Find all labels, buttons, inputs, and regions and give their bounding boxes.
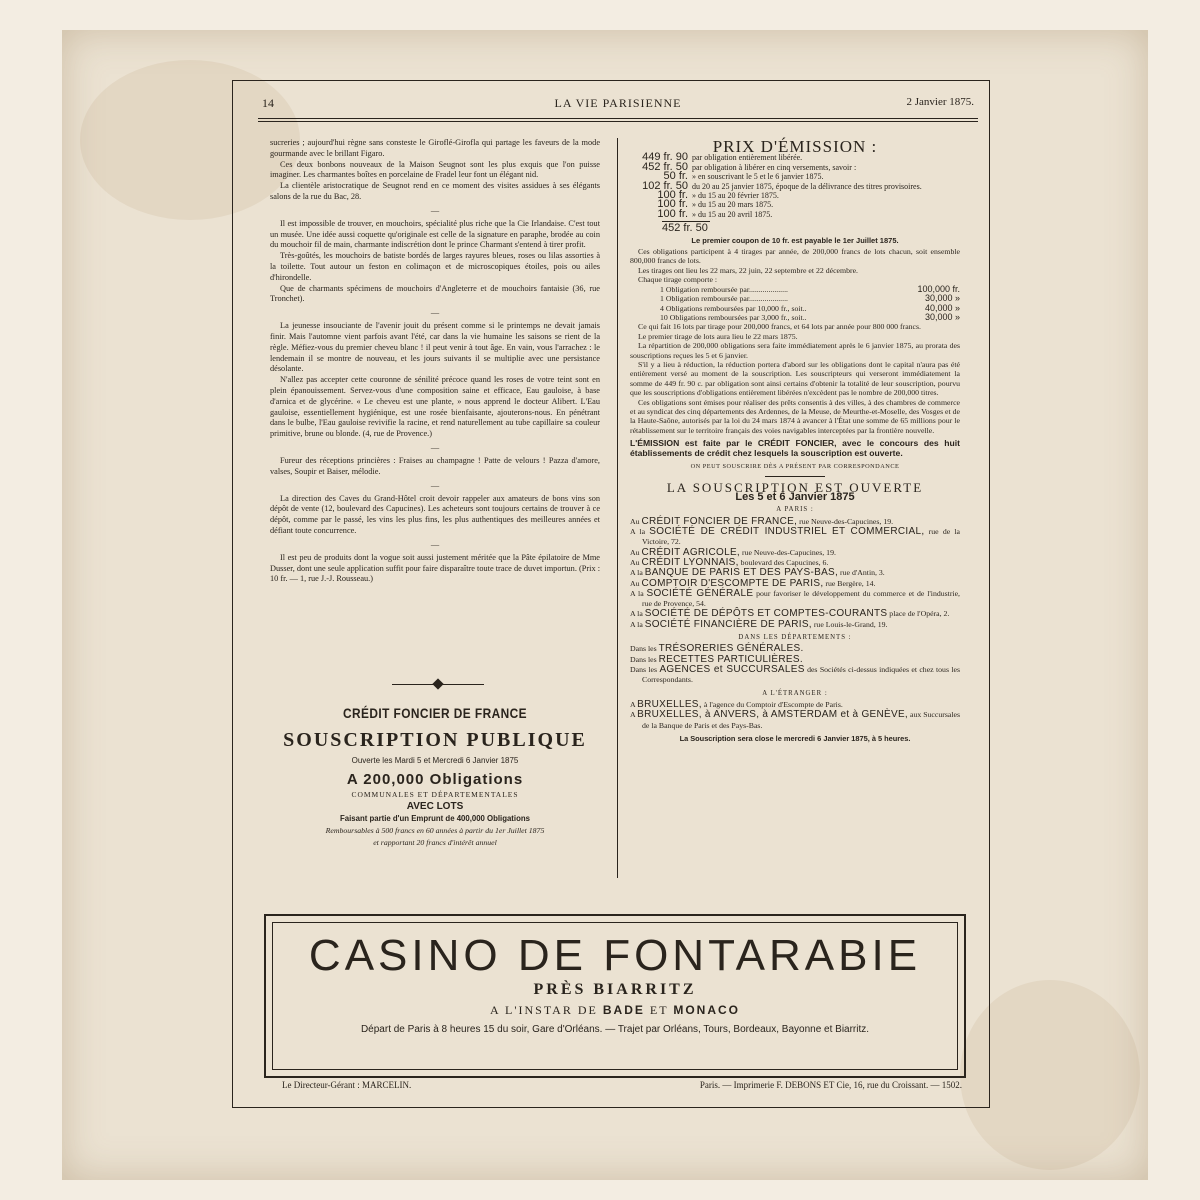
bank-address: rue d'Antin, 3. (840, 568, 885, 578)
instar-monaco: MONACO (673, 1003, 740, 1017)
dept-bank-list (630, 644, 960, 685)
journal-title: LA VIE PARISIENNE (554, 96, 682, 110)
bank-prefix: Au (630, 547, 640, 557)
bank-prefix: A la (630, 619, 643, 629)
bank-name: BRUXELLES, (637, 699, 702, 711)
separator: — (430, 539, 440, 549)
bank-prefix: A la (630, 588, 644, 598)
bank-name: RECETTES PARTICULIÈRES. (658, 653, 803, 665)
casino-ad (264, 914, 966, 1078)
ornament-rule (392, 679, 484, 689)
obligation-row (630, 313, 960, 322)
paragraph: La jeunesse insouciante de l'avenir jouit du présent comme si le printemps ne devait jamais finir. Mais l'automne vient parfois avant l'été, car dans la vie humaine les saisons se rient de la règle. Méfiez-vous du premier cheveu blanc ! il peut venir à tout âge. En vain, vous l'arrachez : le lendemain il se montre de nouveau, et les jours suivants il se multiplie avec une persistance désolante. (270, 321, 600, 374)
bank-prefix: Dans les (630, 654, 657, 664)
ad-communales: COMMUNALES ET DÉPARTEMENTALES (351, 790, 519, 799)
emission-note: L'ÉMISSION est faite par le CRÉDIT FONCIER, avec le concours des huit établissements de crédit chez lesquels la souscription est ouverte. (630, 438, 960, 459)
casino-location: PRÈS BIARRITZ (533, 981, 697, 998)
paragraph: La clientèle aristocratique de Seugnot rend en ce moment des visites assidues à ses élégants salons de la rue du Bac, 28. (270, 181, 600, 201)
emission-text: » du 15 au 20 mars 1875. (692, 200, 774, 210)
diamond-icon (432, 678, 443, 689)
bank-name: BANQUE DE PARIS ET DES PAYS-BAS, (644, 567, 839, 579)
ad-amount: A 200,000 Obligations (346, 771, 524, 788)
ad-line: et rapportant 20 francs d'intérêt annuel (373, 838, 497, 847)
instar-et: ET (649, 1003, 669, 1017)
ad-title: CRÉDIT FONCIER DE FRANCE (342, 705, 528, 721)
separator: — (430, 442, 440, 452)
emission-table (630, 153, 960, 219)
separator: — (430, 205, 440, 215)
bank-name: SOCIÉTÉ DE DÉPÔTS ET COMPTES-COURANTS (644, 608, 888, 620)
obligation-label: 1 Obligation remboursée par.................... (660, 284, 788, 294)
list-item: A BRUXELLES, à ANVERS, à AMSTERDAM et à GENÈVE, aux Succursales de la Banque de Paris et des Pays-Bas. (630, 709, 961, 730)
emission-row (630, 207, 960, 220)
bank-address: rue de la Victoire, 72. (642, 527, 961, 547)
obligation-value: 100,000 fr. (917, 283, 960, 294)
list-item (630, 527, 960, 548)
issue-date: 2 Janvier 1875. (906, 96, 974, 108)
paragraph: N'allez pas accepter cette couronne de sénilité précoce quand les roses de votre teint sont en plein épanouissement. Servez-vous d'une composition saine et efficace, Eau gauloise, à base d'arnica et de glycérine. « Le cheveu est une plante, » nous apprend le docteur Alibert. L'Eau gauloise, essentiellement hygiénique, est une rosée bienfaisante, ajouterons-nous. En pénétrant dans le bulbe, l'Eau gauloise revivifie la racine, et rend naturellement au tube capillaire sa couleur primitive, brune ou blonde. (4, rue de Provence.) (270, 375, 600, 439)
bank-address: rue Bergère, 14. (825, 578, 876, 588)
bank-address: boulevard des Capucines, 6. (740, 558, 829, 567)
bank-address: aux Succursales de la Banque de Paris et des Pays-Bas. (642, 710, 961, 730)
emission-text: » en souscrivant le 5 et le 6 janvier 1875. (692, 172, 824, 182)
paragraph: La direction des Caves du Grand-Hôtel croit devoir rappeler aux amateurs de bons vins son dépôt de vente (12, boulevard des Capucines). Les acheteurs sont toujours certains de trouver à ce dépôt, comme par le passé, les vins les plus fins, les plus authentiques des meilleures années et défiant toute concurrence. (270, 493, 600, 535)
casino-departure: Départ de Paris à 8 heures 15 du soir, Gare d'Orléans. — Trajet par Orléans, Tours, Bordeaux, Bayonne et Biarritz. (360, 1024, 870, 1035)
bank-prefix: Au (630, 578, 640, 588)
instar-bade: BADE (602, 1003, 645, 1017)
section-heading: A L'ÉTRANGER : (762, 689, 828, 697)
obligation-value: 30,000 » (924, 311, 960, 322)
emission-text: » du 15 au 20 avril 1875. (692, 209, 773, 219)
paris-bank-list (630, 517, 960, 630)
emission-text: par obligation entièrement libérée. (692, 153, 803, 163)
bank-address: rue Neuve-des-Capucines, 19. (741, 547, 836, 557)
bank-name: TRÉSORERIES GÉNÉRALES. (658, 643, 804, 655)
bank-address: à l'agence du Comptoir d'Escompte de Paris. (703, 700, 843, 710)
paragraph: Les tirages ont lieu les 22 mars, 22 juin, 22 septembre et 22 décembre. (638, 265, 858, 275)
obligation-value: 30,000 » (924, 293, 960, 304)
ad-line: Faisant partie d'un Emprunt de 400,000 Obligations (340, 814, 530, 823)
bank-name: CRÉDIT FONCIER DE FRANCE, (641, 515, 798, 527)
list-item: A BRUXELLES, à l'agence du Comptoir d'Escompte de Paris. (630, 699, 843, 711)
paragraph: S'il y a lieu à réduction, la réduction portera d'abord sur les obligations dont le capital n'aura pas été entièrement versé au moment de la souscription. Les souscripteurs qui verseront immédiatement la somme de 449 fr. 90 c. par obligation sont ainsi certains d'obtenir la totalité de leur souscription, pourvu que les souscriptions d'obligations entièrement libérées n'excèdent pas le nombre de 200,000 titres. (630, 359, 960, 398)
obligation-value: 40,000 » (924, 302, 960, 313)
paragraph: Il est peu de produits dont la vogue soit aussi justement méritée que la Pâte épilatoire de Mme Dusser, dont une seule application suffit pour faire disparaître toute trace de duvet importun. (Prix : 10 fr. — 1, rue J.-J. Rousseau.) (270, 552, 600, 584)
emission-amount: 449 fr. 90 (642, 151, 688, 164)
ad-opening: Ouverte les Mardi 5 et Mercredi 6 Janvier 1875 (351, 756, 519, 765)
paragraph: Fureur des réceptions princières : Fraises au champagne ! Patte de velours ! Pazza d'amore, valses, Soupir et Baiser, mélodie. (270, 455, 600, 476)
casino-name: CASINO DE FONTARABIE (308, 931, 922, 980)
list-item (630, 589, 960, 610)
emission-text: par obligation à libérer en cinq versements, savoir : (692, 162, 857, 172)
footer-director: Le Directeur-Gérant : MARCELIN. (282, 1080, 412, 1090)
paragraph: sucreries ; aujourd'hui règne sans consteste le Giroflé-Girofla qui partage les faveurs de la mode gourmande avec le brillant Figaro. (270, 138, 600, 158)
emission-amount: 102 fr. 50 (642, 179, 688, 192)
casino-instar (273, 1003, 957, 1018)
ad-line: Remboursables à 500 francs en 60 années à partir du 1er Juillet 1875 (325, 826, 545, 835)
paragraph: Chaque tirage comporte : (638, 275, 718, 285)
bank-address: des Sociétés ci-dessus indiquées et chez tous les Correspondants. (642, 665, 961, 685)
bank-address: rue Louis-le-Grand, 19. (813, 619, 888, 629)
paragraph: Ces obligations participent à 4 tirages par année, de 200,000 francs de lots chacun, soit ensemble 800,000 francs de lots. (630, 247, 960, 266)
paragraph: Il est impossible de trouver, en mouchoirs, spécialité plus riche que la Cie Irlandaise. C'est tout un musée. Une idée aussi coquette qu'originale est celle de la signature en paraphe, brodée au coin du mouchoir fil de main, charmante indiscrétion dont le prince Charmant s'entend à tirer profit. (270, 218, 600, 250)
bank-prefix: A la (630, 527, 646, 537)
emission-text: » du 15 au 20 février 1875. (692, 191, 779, 201)
separator: — (430, 480, 440, 490)
obligation-label: 10 Obligations remboursées par 3,000 fr., soit.. (660, 312, 807, 322)
running-head (262, 96, 974, 114)
obligation-label: 1 Obligation remboursée par.................... (660, 294, 788, 304)
bank-name: CRÉDIT AGRICOLE, (641, 546, 741, 558)
prix-title: PRIX D'ÉMISSION : (712, 137, 878, 156)
section-heading: DANS LES DÉPARTEMENTS : (738, 634, 852, 642)
page-number: 14 (262, 96, 274, 110)
closing-line: La Souscription sera close le mercredi 6 Janvier 1875, à 5 heures. (679, 733, 911, 743)
bank-name: COMPTOIR D'ESCOMPTE DE PARIS, (641, 577, 824, 589)
footer-printer: Paris. — Imprimerie F. DEBONS ET Cie, 16, rue du Croissant. — 1502. (699, 1080, 962, 1090)
emission-amount: 50 fr. (663, 170, 688, 183)
bank-address: place de l'Opéra, 2. (889, 609, 950, 619)
bank-name: SOCIÉTÉ GÉNÉRALE (646, 587, 754, 599)
obligation-row (630, 294, 960, 303)
emission-amount: 452 fr. 50 (642, 160, 688, 173)
bank-name: SOCIÉTÉ FINANCIÈRE DE PARIS, (644, 618, 812, 630)
paragraph: Que de charmants spécimens de mouchoirs d'Angleterre et de mouchoirs fantaisie (36, rue Tronchet). (270, 283, 600, 304)
paragraph: La répartition de 200,000 obligations sera faite immédiatement après le 6 janvier 1875, au prorata des souscriptions reçues les 5 et 6 janvier. (630, 341, 960, 360)
bank-prefix: A la (630, 568, 643, 578)
bank-prefix: Au (630, 516, 640, 526)
coupon-line: Le premier coupon de 10 fr. est payable le 1er Juillet 1875. (691, 235, 899, 245)
paragraph: Ces deux bonbons nouveaux de la Maison Seugnot sont les plus exquis que l'on puisse imaginer. Les charmantes boîtes en porcelaine de Fradel leur font un élégant nid. (270, 159, 600, 180)
emission-amount: 100 fr. (657, 198, 688, 211)
emission-amount: 100 fr. (657, 207, 688, 220)
souscription-date: Les 5 et 6 Janvier 1875 (735, 491, 855, 503)
obligation-label: 4 Obligations remboursées par 10,000 fr., soit.. (660, 303, 807, 313)
ad-subtitle: SOUSCRIPTION PUBLIQUE (283, 729, 587, 751)
paragraph: Très-goûtés, les mouchoirs de batiste bordés de larges rayures bleues, roses ou lilas assorties à la toilette. Tout autour un feston en colimaçon et de microscopiques étoiles, pois ou ailes d'hirondelle. (270, 251, 600, 282)
instar-prefix: A L'INSTAR DE (489, 1003, 598, 1017)
correspondance-note: ON PEUT SOUSCRIRE DÈS A PRÉSENT PAR CORRESPONDANCE (690, 463, 900, 471)
column-rule (617, 138, 618, 878)
bank-prefix: Dans les (630, 665, 658, 675)
bank-address: rue Neuve-des-Capucines, 19. (799, 516, 894, 526)
separator: — (430, 308, 440, 318)
souscription-title: LA SOUSCRIPTION EST OUVERTE (666, 479, 924, 495)
obligations-table (630, 285, 960, 323)
emission-total: 452 fr. 50 (662, 221, 710, 233)
section-heading: A PARIS : (776, 506, 814, 514)
emission-amount: 100 fr. (657, 189, 688, 202)
paragraph: Ces obligations sont émises pour réaliser des prêts consentis à des villes, à des chambres de commerce et au syndicat des cinq départements des Ardennes, de la Meuse, de Meurthe-et-Moselle, des Vosges et de la Haute-Saône, autorisés par la loi du 24 mars 1874 à avancer à l'État une somme de 65 millions pour le rétablissement sur le territoire français des voies navigables interceptées par la frontière nouvelle. (630, 397, 960, 435)
bank-prefix: Dans les (630, 644, 657, 654)
emission-text: du 20 au 25 janvier 1875, époque de la délivrance des titres provisoires. (692, 181, 922, 191)
bank-prefix: A la (630, 609, 643, 619)
right-column (630, 138, 960, 743)
bank-name: AGENCES et SUCCURSALES (659, 664, 805, 676)
list-item (630, 665, 960, 686)
header-rule (258, 118, 978, 122)
credit-foncier-ad (270, 705, 600, 848)
rule (765, 476, 825, 477)
paragraph: Le premier tirage de lots aura lieu le 22 mars 1875. (638, 331, 798, 341)
obligation-row (630, 285, 960, 294)
casino-ad-inner-border (272, 922, 958, 1070)
bank-address: pour favoriser le développement du commerce et de l'industrie, rue de Provence, 54. (642, 588, 961, 609)
bank-name: SOCIÉTÉ DE CRÉDIT INDUSTRIEL ET COMMERCIAL, (649, 526, 925, 538)
bank-prefix: Au (630, 558, 640, 567)
bank-name: BRUXELLES, à ANVERS, à AMSTERDAM et à GENÈVE, (637, 709, 909, 721)
left-column (270, 138, 600, 585)
bank-name: CRÉDIT LYONNAIS, (641, 557, 739, 568)
obligation-row (630, 304, 960, 313)
paragraph: Ce qui fait 16 lots par tirage pour 200,000 francs, et 64 lots par année pour 800 000 francs. (638, 322, 921, 332)
list-item (630, 620, 960, 630)
ad-lots: AVEC LOTS (406, 801, 464, 812)
